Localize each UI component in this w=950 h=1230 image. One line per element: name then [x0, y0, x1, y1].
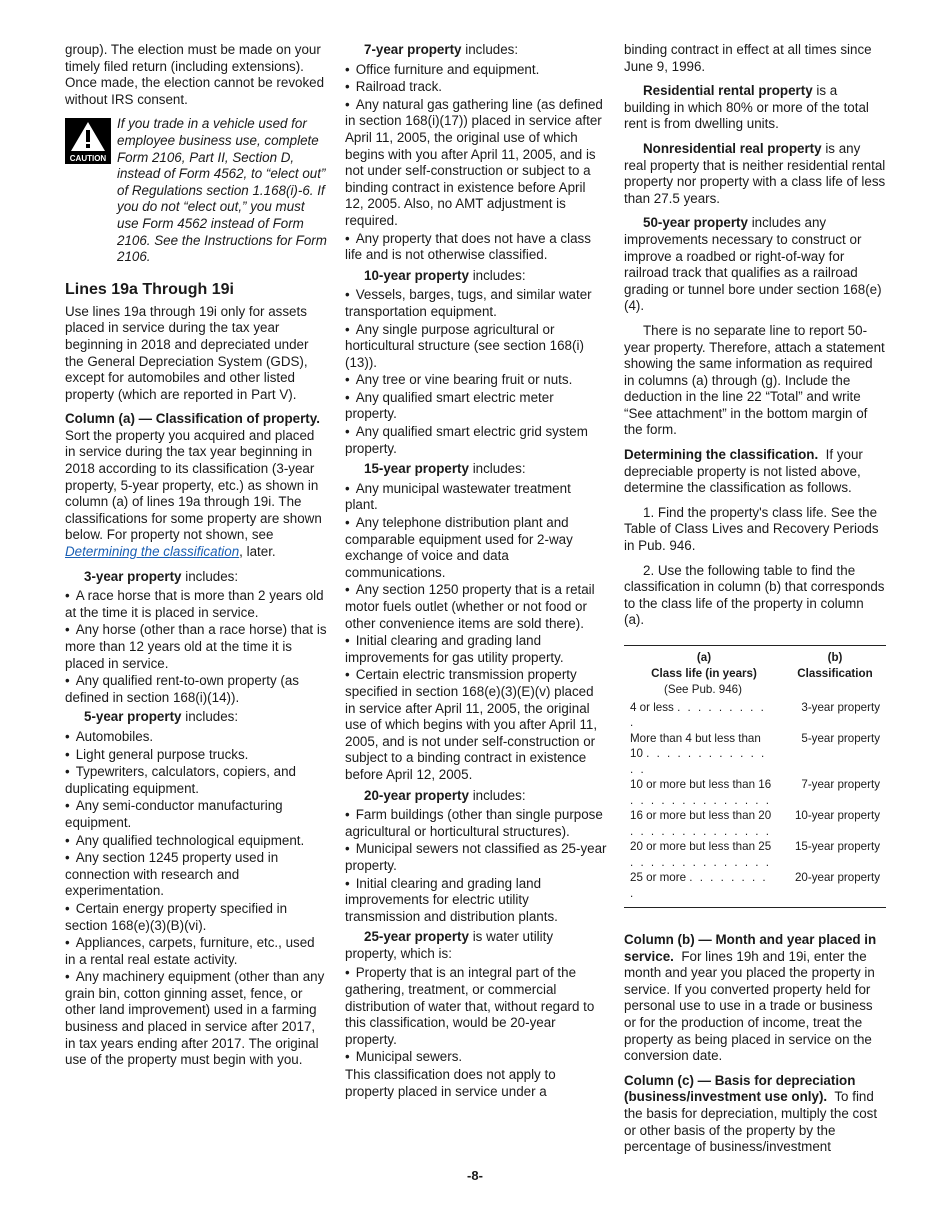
list-item: • Certain electric transmission property specified in section 168(e)(3)(E)(v) placed in service after April 11, 2005, the original use of which begins with you after April 11, 2005, and is not under self-construction or subject to a binding contract in existence before April 12, 2005.: [345, 667, 607, 783]
list-item: • A race horse that is more than 2 years old at the time it is placed in service.: [65, 588, 327, 621]
table-row: 4 or less . . . . . . . . . . 3-year property: [630, 700, 880, 729]
list-item: • Any tree or vine bearing fruit or nuts.: [345, 372, 607, 389]
list-item: • Any single purpose agricultural or horticultural structure (see section 168(i)(13)).: [345, 322, 607, 372]
list-item: • Municipal sewers.: [345, 1049, 607, 1066]
classification-table: [624, 645, 886, 908]
caution-text: If you trade in a vehicle used for employee business use, complete Form 2106, Part II, Section D, instead of Form 4562, to “elect out” of Regulations section 1.168(i)-6. If you do not “elect out,” you must use Form 4562 instead of Form 2106. See the Instructions for Form 2106.: [117, 116, 327, 265]
list-item: • Typewriters, calculators, copiers, and duplicating equipment.: [65, 764, 327, 797]
twenty-five-year-heading: 25-year property is water utility property, which is:: [345, 929, 554, 961]
table-row: More than 4 but less than 10 . . . . . . . . . . . . . . 5-year property: [630, 731, 880, 776]
list-item: • Certain energy property specified in section 168(e)(3)(B)(vi).: [65, 901, 327, 934]
table-row: 16 or more but less than 20 . . . . . . . . . . . . . . 10-year property: [630, 809, 880, 838]
list-item: • Initial clearing and grading land improvements for gas utility property.: [345, 633, 607, 666]
ten-year-heading: 10-year property includes:: [364, 267, 526, 283]
list-item: • Any qualified rent-to-own property (as defined in section 168(i)(14)).: [65, 673, 327, 706]
list-item: • Light general purpose trucks.: [65, 747, 327, 764]
intro-paragraph: group). The election must be made on your timely filed return (including extensions). Once made, the election cannot be revoked without IRS consent.: [65, 42, 325, 107]
column-a-title: Column (a) — Classification of property.: [65, 411, 320, 427]
fifty-year-paragraph: 50-year property includes any improvements necessary to construct or improve a roadbed or right-of-way for railroad track that qualifies as a railroad grading or tunnel bore under section 168(e)(4).: [624, 215, 882, 314]
column-middle: [345, 42, 607, 1100]
caution-icon: [65, 118, 111, 265]
table-row: 25 or more . . . . . . . . . 20-year property: [630, 871, 880, 900]
table-header: (a) Class life (in years) (b) Classification: [651, 651, 873, 680]
list-item: • Any telephone distribution plant and comparable equipment used for 2-way exchange of voice and data communications.: [345, 515, 607, 581]
step-2: 2. Use the following table to find the classification in column (b) that corresponds to the class life of the property in column (a).: [624, 562, 885, 628]
three-year-heading: 3-year property includes:: [84, 568, 239, 584]
list-item: • Appliances, carpets, furniture, etc., used in a rental real estate activity.: [65, 935, 327, 968]
twenty-five-year-note: This classification does not apply to property placed in service under a: [345, 1067, 556, 1099]
list-item: • Any semi-conductor manufacturing equipment.: [65, 798, 327, 831]
column-c-paragraph: Column (c) — Basis for depreciation (business/investment use only). To find the basis for depreciation, multiply the cost or other basis of the property by the percentage of business/investment: [624, 1072, 878, 1155]
column-left: [65, 42, 327, 1070]
determining-paragraph: Determining the classification. If your depreciable property is not listed above, determine the classification as follows.: [624, 447, 863, 496]
lines-paragraph: Use lines 19a through 19i only for assets placed in service during the tax year beginning in 2018 and depreciated under the General Depreciation System (GDS), except for automobiles and other listed property (which are reported in Part V).: [65, 303, 309, 402]
list-item: • Municipal sewers not classified as 25-year property.: [345, 841, 607, 874]
section-heading: Lines 19a Through 19i: [65, 280, 234, 298]
list-item: • Any property that does not have a class life and is not otherwise classified.: [345, 231, 607, 264]
list-item: • Farm buildings (other than single purpose agricultural or horticultural structures).: [345, 807, 607, 840]
seven-year-heading: 7-year property includes:: [364, 42, 519, 57]
list-item: • Any section 1250 property that is a retail motor fuels outlet (whether or not food or other convenience items are sold there).: [345, 582, 607, 632]
determining-classification-link[interactable]: Determining the classification: [65, 544, 240, 560]
svg-text:CAUTION: CAUTION: [69, 154, 107, 164]
continued-paragraph: binding contract in effect at all times since June 9, 1996.: [624, 42, 872, 74]
list-item: • Any qualified smart electric grid system property.: [345, 424, 607, 457]
step-1: 1. Find the property's class life. See the Table of Class Lives and Recovery Periods in Pub. 946.: [624, 504, 879, 554]
residential-paragraph: Residential rental property is a building in which 80% or more of the total rent is from dwelling units.: [624, 83, 869, 132]
list-item: • Any qualified smart electric meter property.: [345, 390, 607, 423]
column-b-paragraph: Column (b) — Month and year placed in service. For lines 19h and 19i, enter the month and year you placed the property in service. If you converted property held for personal use to use in a trade or business or for the production of income, treat the property as being placed in service on the conversion date.: [624, 932, 877, 1064]
list-item: • Railroad track.: [345, 79, 607, 96]
list-item: • Any machinery equipment (other than any grain bin, cotton ginning asset, fence, or other land improvement) used in a farming business and placed in service after 2017, in tax years ending after 2017. The original use of the property must begin with you.: [65, 969, 327, 1069]
table-row: 20 or more but less than 25 . . . . . . . . . . . . . . 15-year property: [630, 840, 880, 869]
list-item: • Property that is an integral part of the gathering, treatment, or commercial distribution of water that, without regard to this classification, would be 20-year property.: [345, 965, 607, 1048]
five-year-heading: 5-year property includes:: [84, 709, 239, 725]
list-item: • Any qualified technological equipment.: [65, 833, 327, 850]
list-item: • Any section 1245 property used in connection with research and experimentation.: [65, 850, 327, 900]
caution-box: [65, 116, 327, 265]
list-item: • Any municipal wastewater treatment plant.: [345, 481, 607, 514]
column-a-paragraph: Column (a) — Classification of property. Sort the property you acquired and placed in service during the tax year beginning in 2018 according to its classification (3-year property, 5-year property, etc.) as shown in column (a) of lines 19a through 19i. The classifications for some property are shown below. For property not shown, see Determining the classification, later.: [65, 411, 322, 560]
column-right: [624, 42, 886, 1164]
list-item: • Any natural gas gathering line (as defined in section 168(i)(17)) placed in service after April 11, 2005, the original use of which begins with you after April 11, 2005, and is not under self-construction or subject to a binding contract in existence before April 12, 2005. Also, no AMT adjustment is required.: [345, 97, 607, 230]
separate-line-paragraph: There is no separate line to report 50-year property. Therefore, attach a statement showing the same information as required in columns (a) through (g). Include the deduction in the line 22 “Total” and write “See attachment” in the bottom margin of the form.: [624, 322, 885, 438]
fifteen-year-heading: 15-year property includes:: [364, 461, 526, 477]
nonresidential-paragraph: Nonresidential real property is any real property that is neither residential rental property nor property with a class life of less than 27.5 years.: [624, 140, 886, 206]
list-item: • Any horse (other than a race horse) that is more than 12 years old at the time it is placed in service.: [65, 622, 327, 672]
list-item: • Initial clearing and grading land improvements for electric utility transmission and distribution plants.: [345, 876, 607, 926]
list-item: • Automobiles.: [65, 729, 327, 746]
list-item: • Vessels, barges, tugs, and similar water transportation equipment.: [345, 287, 607, 320]
list-item: • Office furniture and equipment.: [345, 62, 607, 79]
table-subheader: (See Pub. 946): [664, 683, 742, 696]
page-number: -8-: [467, 1168, 483, 1183]
table-row: 10 or more but less than 16 . . . . . . . . . . . . . . 7-year property: [630, 778, 880, 807]
twenty-year-heading: 20-year property includes:: [364, 787, 526, 803]
